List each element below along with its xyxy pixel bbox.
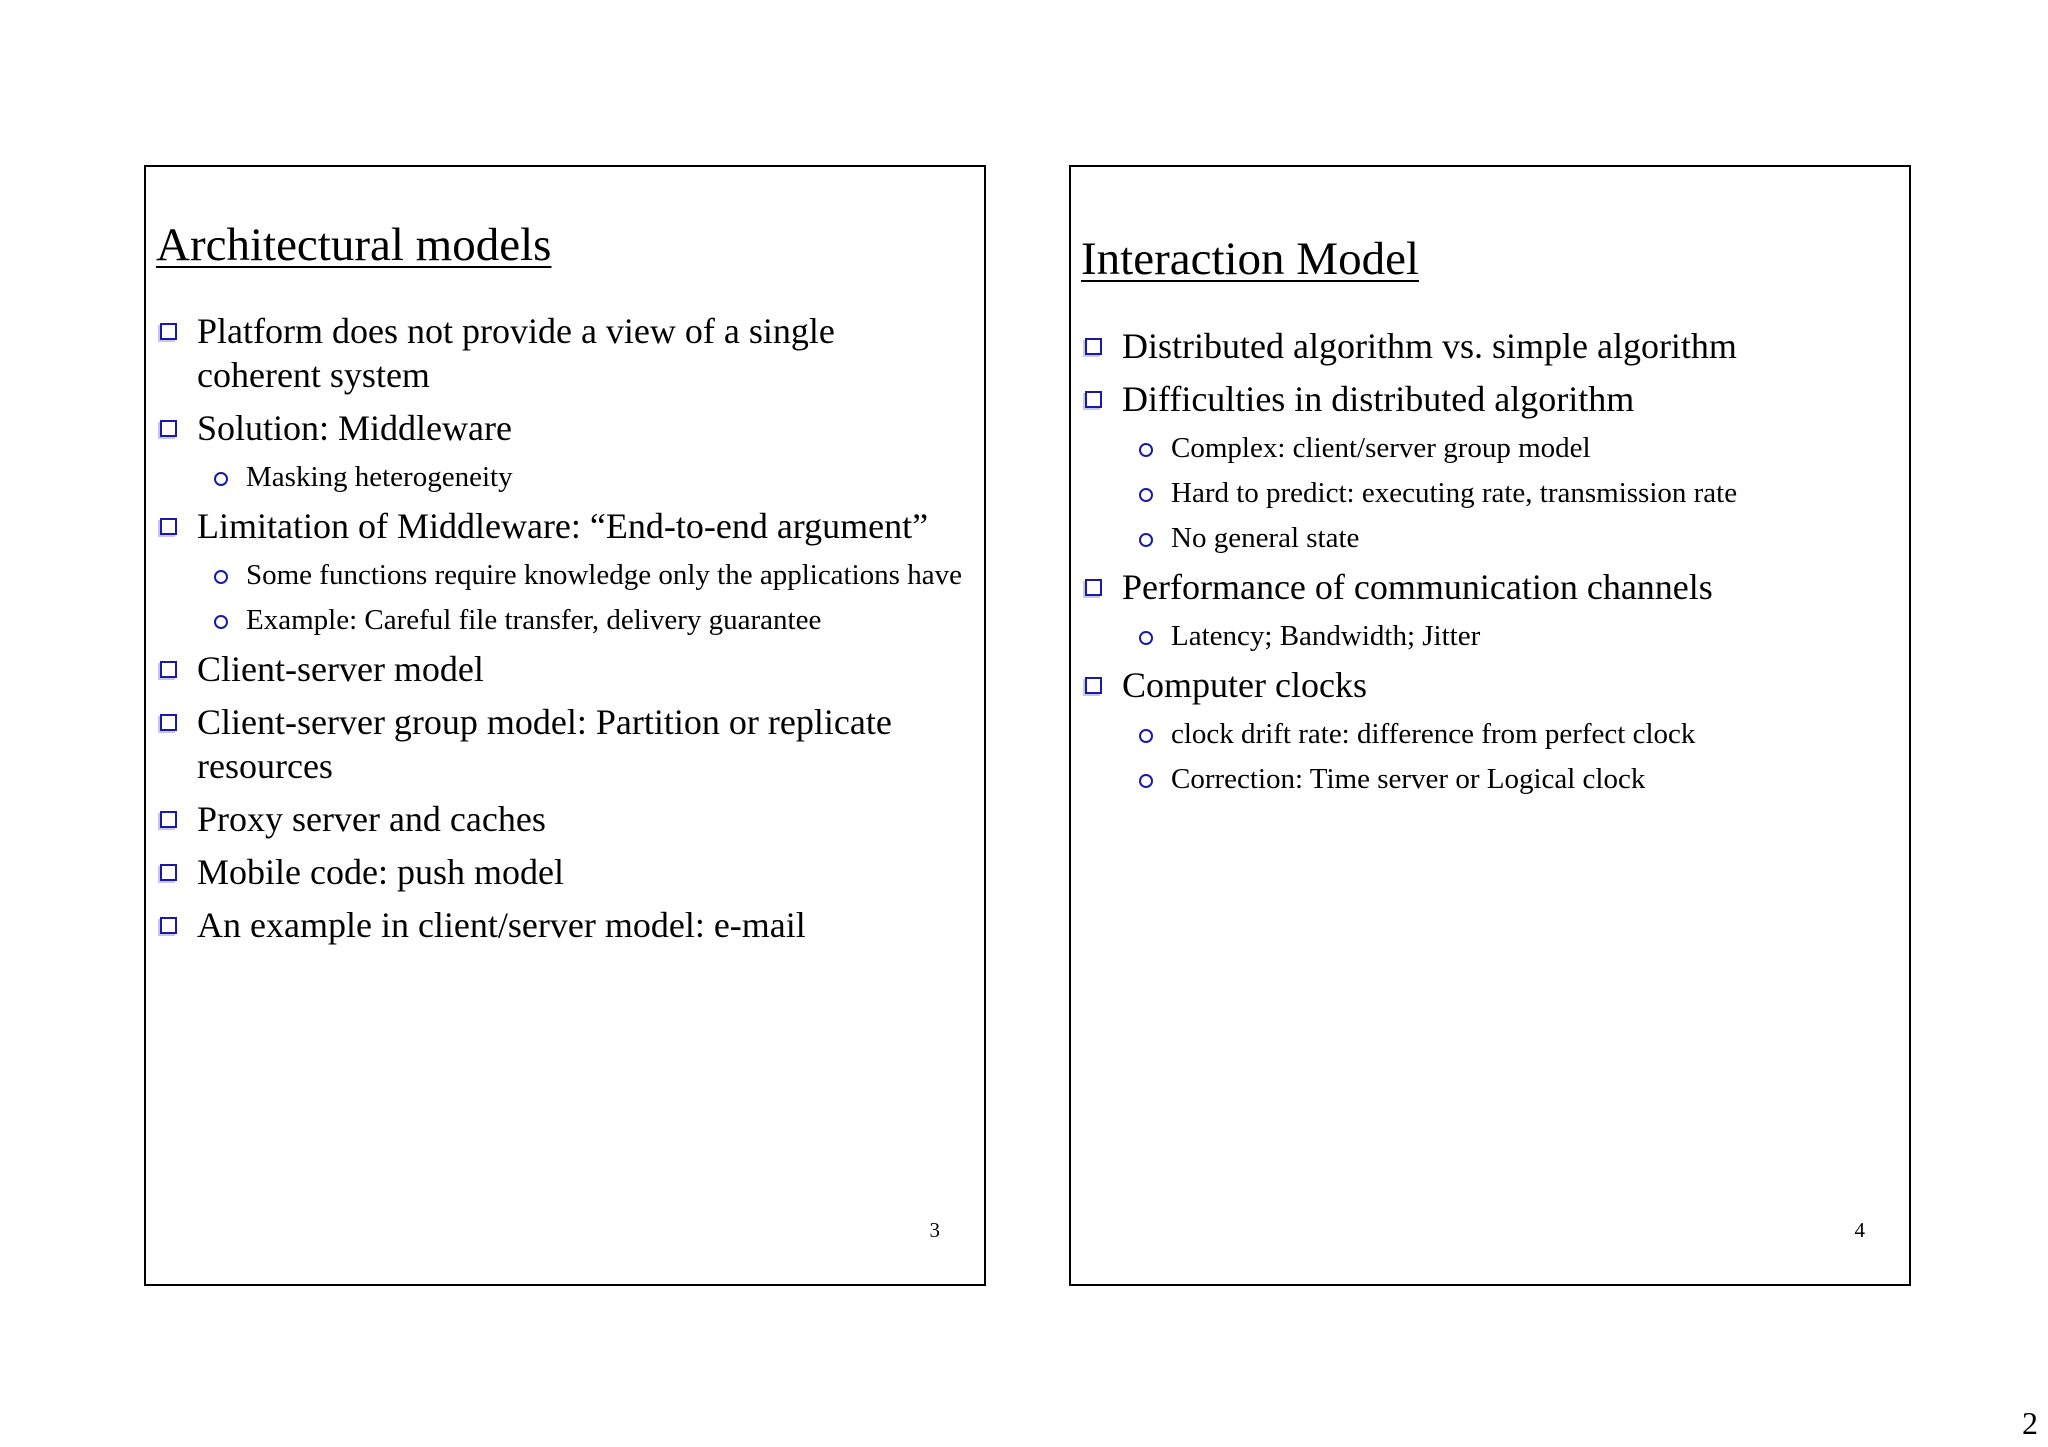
bullet-item xyxy=(156,504,964,548)
circle-bullet-icon xyxy=(1139,533,1153,547)
sub-bullet-text: Complex: client/server group model xyxy=(1171,432,1591,464)
slide-architectural-models xyxy=(144,165,986,1286)
bullet-item xyxy=(156,309,964,397)
sub-bullet-text: Some functions require knowledge only the applications have xyxy=(246,559,962,591)
sub-bullet-item xyxy=(1081,716,1889,753)
document-page-number: 2 xyxy=(2022,1405,2038,1441)
square-bullet-icon xyxy=(160,323,177,340)
sub-bullet-text: Example: Careful file transfer, delivery guarantee xyxy=(246,604,822,636)
bullet-item xyxy=(1081,565,1889,609)
bullet-item xyxy=(156,647,964,691)
bullet-item xyxy=(1081,324,1889,368)
bullet-text: Distributed algorithm vs. simple algorithm xyxy=(1122,326,1737,366)
sub-bullet-item xyxy=(1081,761,1889,798)
sub-bullet-item xyxy=(156,557,964,594)
sub-bullet-text: No general state xyxy=(1171,522,1360,554)
circle-bullet-icon xyxy=(214,570,228,584)
bullet-list xyxy=(156,309,964,956)
bullet-item xyxy=(156,700,964,788)
bullet-text: Mobile code: push model xyxy=(197,852,564,892)
circle-bullet-icon xyxy=(1139,774,1153,788)
circle-bullet-icon xyxy=(1139,443,1153,457)
bullet-text: An example in client/server model: e-mail xyxy=(197,905,806,945)
slide-title: Architectural models xyxy=(156,219,552,271)
square-bullet-icon xyxy=(1085,579,1102,596)
bullet-item xyxy=(156,903,964,947)
square-bullet-icon xyxy=(1085,677,1102,694)
bullet-text: Platform does not provide a view of a single coherent system xyxy=(197,311,835,395)
circle-bullet-icon xyxy=(1139,631,1153,645)
sub-bullet-item xyxy=(1081,430,1889,467)
bullet-item xyxy=(1081,663,1889,707)
bullet-text: Computer clocks xyxy=(1122,665,1367,705)
bullet-text: Solution: Middleware xyxy=(197,408,512,448)
circle-bullet-icon xyxy=(214,472,228,486)
sub-bullet-item xyxy=(1081,475,1889,512)
sub-bullet-text: Correction: Time server or Logical clock xyxy=(1171,763,1646,795)
square-bullet-icon xyxy=(1085,338,1102,355)
bullet-text: Difficulties in distributed algorithm xyxy=(1122,379,1635,419)
sub-bullet-text: clock drift rate: difference from perfect clock xyxy=(1171,718,1696,750)
sub-bullet-item xyxy=(1081,618,1889,655)
bullet-item xyxy=(1081,377,1889,421)
circle-bullet-icon xyxy=(1139,729,1153,743)
sub-bullet-text: Latency; Bandwidth; Jitter xyxy=(1171,620,1481,652)
circle-bullet-icon xyxy=(214,615,228,629)
square-bullet-icon xyxy=(160,714,177,731)
square-bullet-icon xyxy=(160,864,177,881)
square-bullet-icon xyxy=(160,420,177,437)
circle-bullet-icon xyxy=(1139,488,1153,502)
sub-bullet-item xyxy=(156,459,964,496)
bullet-item xyxy=(156,797,964,841)
bullet-text: Client-server model xyxy=(197,649,484,689)
bullet-text: Proxy server and caches xyxy=(197,799,546,839)
bullet-text: Limitation of Middleware: “End-to-end argument” xyxy=(197,506,929,546)
square-bullet-icon xyxy=(1085,391,1102,408)
sub-bullet-item xyxy=(156,602,964,639)
slide-page-number: 3 xyxy=(929,1218,940,1242)
bullet-item xyxy=(156,406,964,450)
slide-page-number: 4 xyxy=(1854,1218,1865,1242)
square-bullet-icon xyxy=(160,917,177,934)
sub-bullet-item xyxy=(1081,520,1889,557)
bullet-list xyxy=(1081,324,1889,806)
sub-bullet-text: Masking heterogeneity xyxy=(246,461,513,493)
sub-bullet-text: Hard to predict: executing rate, transmission rate xyxy=(1171,477,1738,509)
bullet-item xyxy=(156,850,964,894)
bullet-text: Client-server group model: Partition or replicate resources xyxy=(197,702,892,786)
square-bullet-icon xyxy=(160,811,177,828)
square-bullet-icon xyxy=(160,518,177,535)
square-bullet-icon xyxy=(160,661,177,678)
bullet-text: Performance of communication channels xyxy=(1122,567,1713,607)
slide-title: Interaction Model xyxy=(1081,233,1420,285)
slide-interaction-model xyxy=(1069,165,1911,1286)
